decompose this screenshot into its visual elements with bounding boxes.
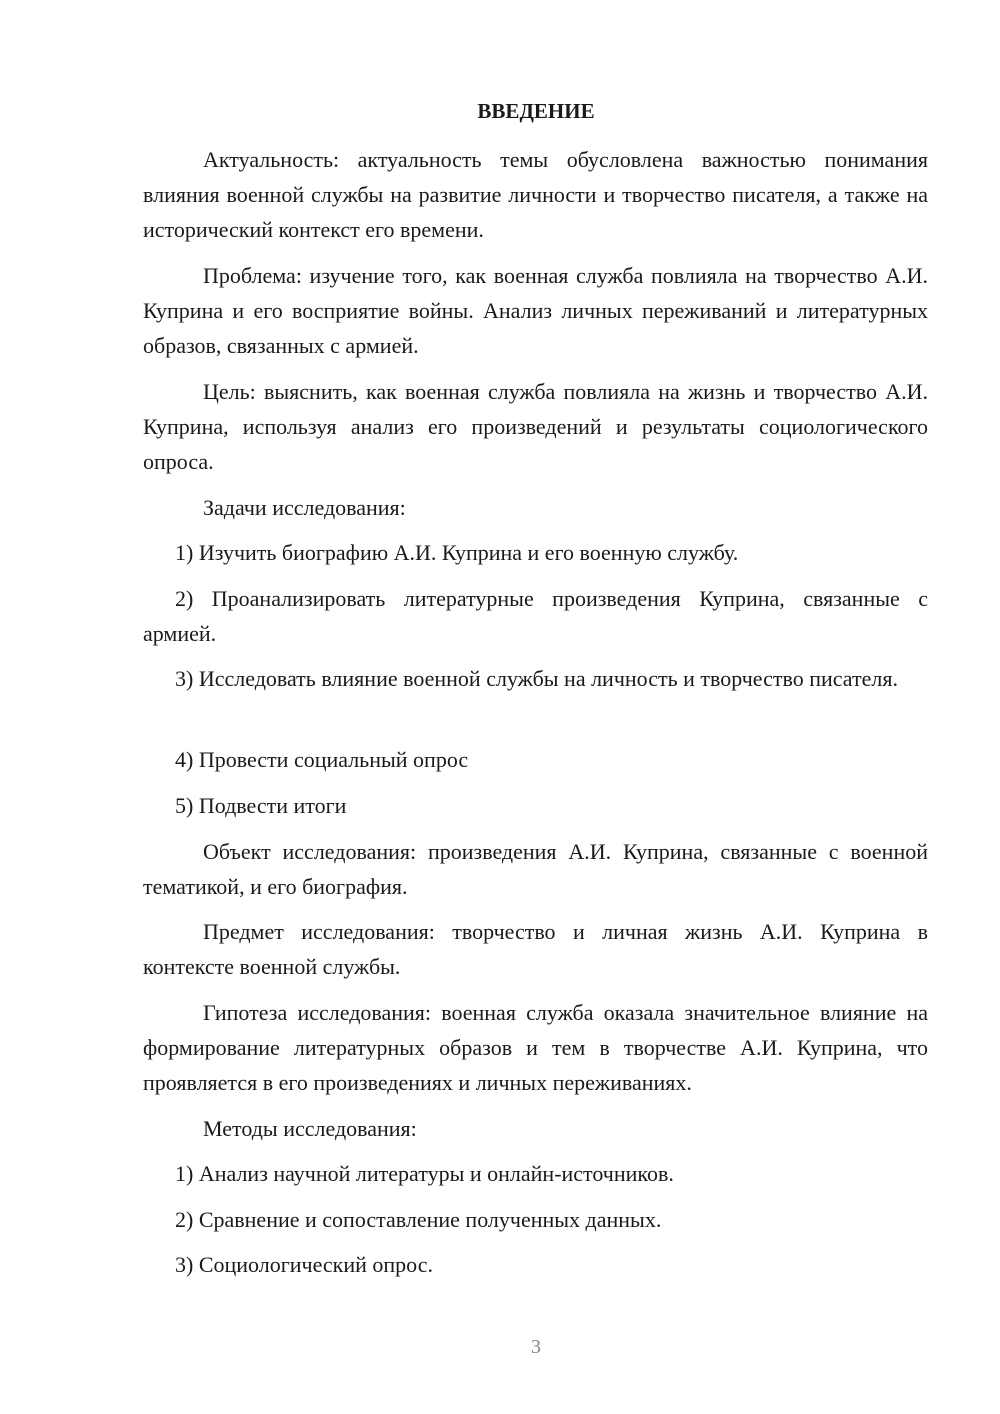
document-title: ВВЕДЕНИЕ — [477, 99, 595, 123]
task-item-3: 3) Исследовать влияние военной службы на личность и творчество писателя. — [175, 666, 898, 691]
relevance-paragraph: Актуальность: актуальность темы обусловлена важностью понимания влияния военной службы на развитие личности и творчество писателя, а также на исторический контекст его времени. — [143, 147, 928, 242]
task-item-5: 5) Подвести итоги — [175, 793, 347, 818]
subject-paragraph: Предмет исследования: творчество и личная жизнь А.И. Куприна в контексте военной службы. — [143, 919, 928, 979]
page-number: 3 — [531, 1336, 541, 1358]
problem-paragraph: Проблема: изучение того, как военная служба повлияла на творчество А.И. Куприна и его восприятие войны. Анализ личных переживаний и литературных образов, связанных с армией. — [143, 263, 928, 358]
task-item-4: 4) Провести социальный опрос — [175, 747, 469, 772]
hypothesis-paragraph: Гипотеза исследования: военная служба оказала значительное влияние на формирование литературных образов и тем в творчестве А.И. Куприна, что проявляется в его произведениях и личных переживаниях. — [143, 1000, 928, 1095]
method-item-3: 3) Социологический опрос. — [175, 1252, 433, 1277]
task-item-1: 1) Изучить биографию А.И. Куприна и его военную службу. — [175, 540, 739, 565]
methods-heading: Методы исследования: — [203, 1116, 417, 1141]
goal-paragraph: Цель: выяснить, как военная служба повлияла на жизнь и творчество А.И. Куприна, используя анализ его произведений и результаты социологического опроса. — [143, 379, 928, 474]
object-paragraph: Объект исследования: произведения А.И. Куприна, связанные с военной тематикой, и его биография. — [143, 839, 928, 899]
tasks-heading: Задачи исследования: — [203, 495, 406, 520]
task-item-2: 2) Проанализировать литературные произведения Куприна, связанные с армией. — [143, 586, 928, 646]
method-item-2: 2) Сравнение и сопоставление полученных данных. — [175, 1207, 662, 1232]
method-item-1: 1) Анализ научной литературы и онлайн-источников. — [175, 1161, 674, 1186]
